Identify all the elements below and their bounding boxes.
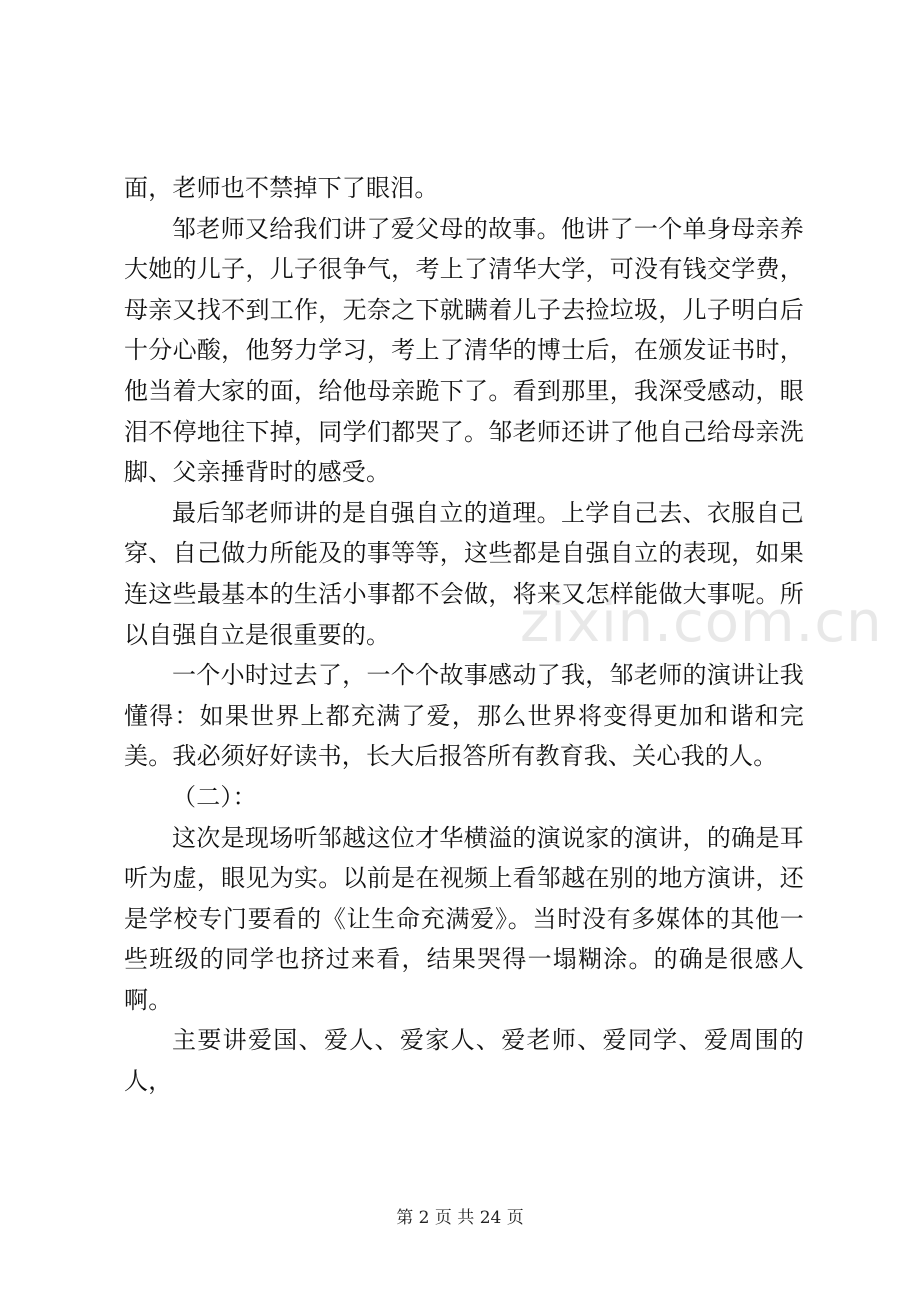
paragraph-live-speech: 这次是现场听邹越这位才华横溢的演说家的演讲，的确是耳听为虚，眼见为实。以前是在视频上看邹越在别的地方演讲，还是学校专门要看的《让生命充满爱》。当时没有多媒体的其他一些班级的同学也挤过来看，结果哭得一塌糊涂。的确是很感人啊。: [124, 823, 804, 1014]
paragraph-parents-story: 邹老师又给我们讲了爱父母的故事。他讲了一个单身母亲养大她的儿子，儿子很争气，考上了清华大学，可没有钱交学费，母亲又找不到工作，无奈之下就瞒着儿子去捡垃圾，儿子明白后十分心酸，他努力学习，考上了清华的博士后，在颁发证书时，他当着大家的面，给他母亲跪下了。看到那里，我深受感动，眼泪不停地往下掉，同学们都哭了。邹老师还讲了他自己给母亲洗脚、父亲捶背时的感受。: [124, 214, 804, 487]
paragraph-conclusion: 一个小时过去了，一个个故事感动了我，邹老师的演讲让我懂得：如果世界上都充满了爱，那么世界将变得更加和谐和完美。我必须好好读书，长大后报答所有教育我、关心我的人。: [124, 661, 804, 771]
paragraph-main-topics: 主要讲爱国、爱人、爱家人、爱老师、爱同学、爱周围的人，: [124, 1026, 804, 1096]
page-footer: 第 2 页 共 24 页: [396, 1208, 524, 1228]
paragraph-continuation: 面，老师也不禁掉下了眼泪。: [124, 174, 439, 202]
section-heading-two: （二）：: [172, 782, 257, 811]
body-text: [124, 168, 804, 1102]
watermark-text: zixin.com.cn: [520, 590, 883, 655]
paragraph-self-reliance: 最后邹老师讲的是自强自立的道理。上学自己去、衣服自己穿、自己做力所能及的事等等，这些都是自强自立的表现，如果连这些最基本的生活小事都不会做，将来又怎样能做大事呢。所以自强自立是很重要的。: [124, 498, 804, 649]
